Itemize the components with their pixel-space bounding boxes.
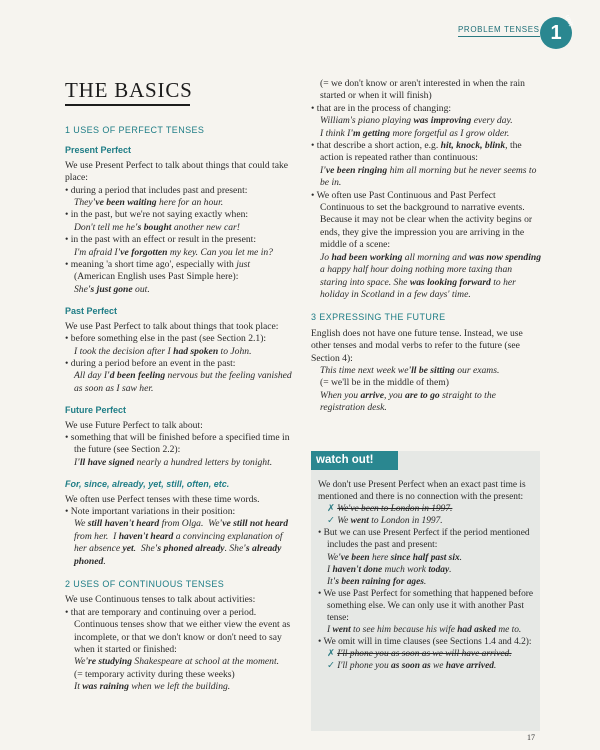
future-example-1: I'll have signed nearly a hundred letters by tonight. (74, 456, 273, 468)
check-icon: ✓ (327, 516, 335, 527)
watch-example-1: We've been here since half past six. (327, 552, 462, 563)
unit-word: unit (563, 13, 574, 28)
watch-bullet-3: • We omit will in time clauses (see Sections 1.4 and 4.2): (318, 637, 532, 648)
watch-right-1: ✓ We went to London in 1997. (327, 516, 443, 527)
present-perfect-heading: Present Perfect (65, 145, 132, 156)
pp-example-1: They've been waiting here for an hour. (74, 197, 224, 209)
time-words-bullet: • Note important variations in their position: (65, 505, 236, 517)
left-column (65, 124, 293, 694)
right-column (311, 78, 541, 415)
page-title: THE BASICS (65, 78, 193, 102)
section-3-intro: English does not have one future tense. Instead, we use other tenses and modal verbs to refer to the future (see Section 4): (311, 327, 523, 364)
watch-example-3: It's been raining for ages. (327, 576, 427, 587)
past-perfect-intro: We use Past Perfect to talk about things that took place: (65, 320, 279, 332)
past-example-1: I took the decision after I had spoken to John. (74, 345, 252, 357)
watch-wrong-1: ✗ We've been to London in 1997. (327, 504, 453, 515)
section-2-intro: We use Continuous tenses to talk about activities: (65, 594, 256, 606)
future-bullet-1: • something that will be finished before a specified time in the future (see Section 2.2): (65, 431, 290, 456)
cont-example-4: I think I'm getting more forgetful as I grow older. (320, 127, 510, 139)
future-perfect-intro: We use Future Perfect to talk about: (65, 419, 203, 431)
cross-icon: ✗ (327, 504, 335, 515)
watch-bullet-2: • We use Past Perfect for something that happened before something else. We can only use it with another Past tense: (318, 588, 534, 624)
future-example-a: This time next week we'll be sitting our exams. (320, 364, 500, 376)
time-words-intro: We often use Perfect tenses with these time words. (65, 493, 260, 505)
cont-bullet-1: • that are temporary and continuing over a period. Continuous tenses show that we either view the event as incomplete, or that we don't know or don't need to say when it started or finished: (65, 606, 291, 656)
page-number: 17 (527, 733, 535, 742)
cont-bullet-3: • that describe a short action, e.g. hit, knock, blink, the action is repeated rather than continuous: (311, 140, 522, 164)
future-perfect-heading: Future Perfect (65, 405, 127, 416)
cont-example-5: I've been ringing him all morning but he never seems to be in. (320, 164, 537, 189)
present-perfect-intro: We use Present Perfect to talk about things that could take place: (65, 159, 289, 184)
cont-bullet-2: • that are in the process of changing: (311, 102, 452, 114)
watch-right-2: ✓ I'll phone you as soon as we have arrived. (327, 661, 497, 672)
section-2-heading: 2 USES OF CONTINUOUS TENSES (65, 579, 225, 589)
pp-bullet-1: • during a period that includes past and present: (65, 184, 248, 196)
time-words-heading: For, since, already, yet, still, often, etc. (65, 479, 230, 490)
check-icon: ✓ (327, 661, 335, 672)
cont-bullet-4: • We often use Past Continuous and Past Perfect Continuous to set the background to narrative events. Because it may not be clear when the activity begins or ends, they give the impression you are arriving in the middle of a scene: (311, 189, 533, 251)
cont-example-6: Jo had been working all morning and was now spending a happy half hour doing nothing more taxing than staring into space. She was looking forward to her holiday in Scotland in a few days' time. (320, 251, 541, 300)
cont-example-3: William's piano playing was improving every day. (320, 115, 513, 127)
pp-bullet-4: • meaning 'a short time ago', especially with just (American English uses Past Simple here): (65, 259, 251, 283)
watch-example-2: I haven't done much work today. (327, 564, 452, 575)
running-header: PROBLEM TENSES (458, 25, 540, 34)
watch-out-content (318, 479, 537, 673)
title-underline (65, 104, 190, 106)
section-3-heading: 3 EXPRESSING THE FUTURE (311, 312, 446, 323)
future-note: (= we'll be in the middle of them) (320, 377, 449, 389)
pp-example-3: I'm afraid I've forgotten my key. Can you let me in? (74, 246, 273, 258)
past-perfect-heading: Past Perfect (65, 306, 118, 317)
time-words-example: We still haven't heard from Olga. We've still not heard from her. I haven't heard a convincing explanation of her absence yet. She's phoned already. She's already phoned. (74, 518, 289, 567)
watch-out-label: watch out! (311, 451, 398, 470)
future-example-b: When you arrive, you are to go straight to the registration desk. (320, 389, 496, 414)
pp-bullet-3: • in the past with an effect or result in the present: (65, 234, 257, 246)
section-1-heading: 1 USES OF PERFECT TENSES (65, 125, 205, 135)
watch-intro: We don't use Present Perfect when an exact past time is mentioned and there is no connection with the present: (318, 480, 526, 503)
cross-icon: ✗ (327, 649, 335, 660)
past-bullet-1: • before something else in the past (see Section 2.1): (65, 333, 267, 345)
cont-note-1: (= temporary activity during these weeks) (74, 668, 235, 680)
watch-example-4: I went to see him because his wife had asked me to. (327, 625, 522, 636)
pp-bullet-2: • in the past, but we're not saying exactly when: (65, 209, 249, 221)
header-rule (458, 36, 540, 37)
cont-note-2: (= we don't know or aren't interested in when the rain started or when it will finish) (320, 78, 525, 102)
unit-badge (540, 13, 574, 49)
watch-bullet-1: • But we can use Present Perfect if the period mentioned includes the past and present: (318, 528, 530, 551)
pp-example-2: Don't tell me he's bought another new car! (74, 221, 240, 233)
cont-example-1: We're studying Shakespeare at school at the moment. (74, 656, 280, 668)
watch-wrong-2: ✗ I'll phone you as soon as we will have arrived. (327, 649, 512, 660)
past-example-2: All day I'd been feeling nervous but the feeling vanished as soon as I saw her. (74, 370, 292, 394)
unit-number: 1 (550, 22, 562, 44)
past-bullet-2: • during a period before an event in the past: (65, 357, 236, 369)
pp-example-4: She's just gone out. (74, 283, 150, 295)
cont-example-2: It was raining when we left the building. (74, 681, 231, 693)
